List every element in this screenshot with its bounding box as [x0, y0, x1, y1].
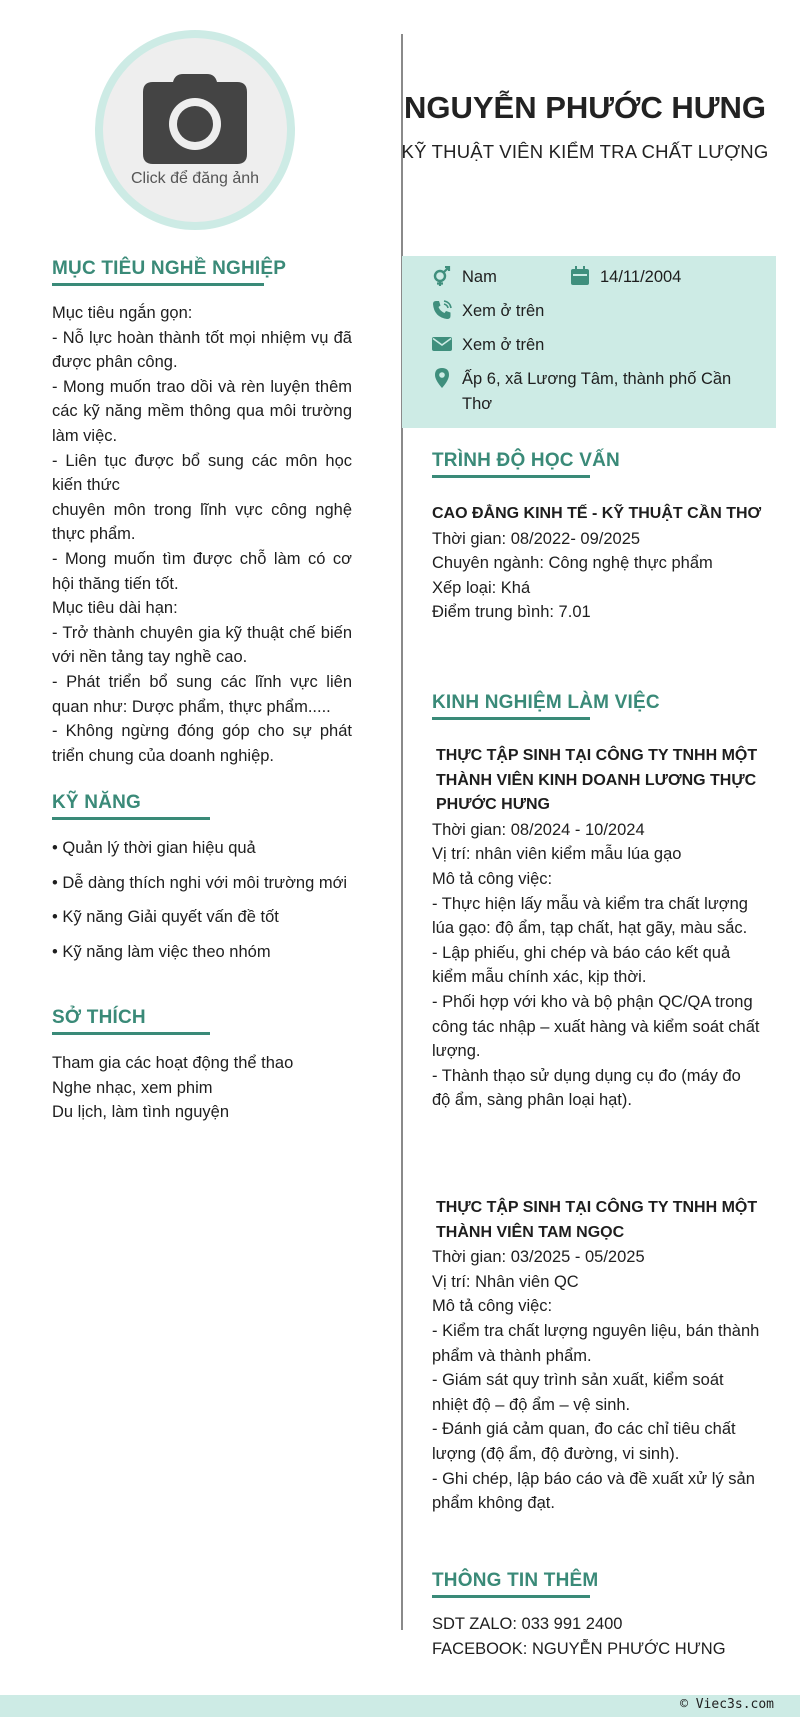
experience-section	[432, 692, 762, 1113]
birthday-value: 14/11/2004	[600, 268, 682, 286]
skill-item: • Kỹ năng làm việc theo nhóm	[52, 942, 271, 961]
hobby-line: Du lịch, làm tình nguyện	[52, 1103, 230, 1122]
job-desc-line: - Kiểm tra chất lượng nguyên liệu, bán thành phẩm và thành phẩm.	[432, 1321, 760, 1365]
avatar-upload[interactable]	[95, 30, 295, 230]
skill-item: • Dễ dàng thích nghi với môi trường mới	[52, 873, 348, 892]
job-position: Vị trí: Nhân viên QC	[432, 1272, 579, 1291]
job-desc-line: - Giám sát quy trình sản xuất, kiểm soát nhiệt độ – độ ẩm – vệ sinh.	[432, 1371, 724, 1414]
email-value: Xem ở trên	[462, 336, 545, 354]
hobby-line: Tham gia các hoạt động thể thao	[52, 1054, 294, 1072]
avatar-upload-label: Click để đăng ảnh	[130, 170, 260, 187]
hobbies-body	[52, 1051, 352, 1125]
objective-line: chuyên môn trong lĩnh vực công nghệ thực phẩm.	[52, 500, 352, 544]
job-desc-line: - Đánh giá cảm quan, đo các chỉ tiêu chất lượng (độ ẩm, độ đường, vi sinh).	[432, 1420, 736, 1463]
objective-line: - Liên tục được bổ sung các môn học kiến thức	[52, 451, 352, 495]
job-entry-2	[432, 1196, 762, 1516]
objective-line: Mục tiêu dài hạn:	[52, 599, 178, 618]
objective-title: MỤC TIÊU NGHỀ NGHIỆP	[52, 258, 264, 286]
job-desc-line: Mô tả công việc:	[432, 1297, 553, 1316]
objective-section	[52, 258, 352, 768]
objective-line: - Mong muốn trao dồi và rèn luyện thêm các kỹ năng mềm thông qua môi trường làm việc.	[52, 377, 352, 445]
education-major: Chuyên ngành: Công nghệ thực phẩm	[432, 554, 713, 573]
footer-credit: © Viec3s.com	[680, 1697, 774, 1712]
job-title: KỸ THUẬT VIÊN KIỂM TRA CHẤT LƯỢNG	[401, 141, 769, 162]
objective-line: - Phát triển bổ sung các lĩnh vực liên quan như: Dược phẩm, thực phẩm.....	[52, 672, 352, 716]
facebook-link: FACEBOOK: NGUYỄN PHƯỚC HƯNG	[432, 1639, 726, 1658]
objective-line: Mục tiêu ngắn gọn:	[52, 304, 193, 322]
phone-value: Xem ở trên	[462, 302, 545, 320]
education-section	[432, 450, 762, 625]
job-desc-line: - Lập phiếu, ghi chép và báo cáo kết quả kiểm mẫu chính xác, kịp thời.	[432, 943, 731, 987]
objective-line: - Nỗ lực hoàn thành tốt mọi nhiệm vụ đã được phân công.	[52, 328, 352, 372]
skills-list	[52, 836, 352, 964]
school-name: CAO ĐẲNG KINH TẾ - KỸ THUẬT CẦN THƠ	[432, 505, 762, 522]
phone-icon	[432, 300, 452, 320]
job-time: Thời gian: 08/2024 - 10/2024	[432, 820, 645, 839]
education-title: TRÌNH ĐỘ HỌC VẤN	[432, 450, 590, 478]
education-body	[432, 502, 762, 625]
education-gpa: Điểm trung bình: 7.01	[432, 603, 591, 622]
skill-item: • Kỹ năng Giải quyết vấn đề tốt	[52, 908, 279, 927]
job-entry	[432, 1196, 762, 1516]
hobby-line: Nghe nhạc, xem phim	[52, 1078, 213, 1097]
objective-line: - Không ngừng đóng góp cho sự phát triển chung của doanh nghiệp.	[52, 722, 352, 765]
extra-info-title: THÔNG TIN THÊM	[432, 1570, 590, 1598]
job-desc-line: - Thực hiện lấy mẫu và kiểm tra chất lượng lúa gạo: độ ẩm, tạp chất, hạt gãy, màu sắc.	[432, 894, 748, 938]
job-time: Thời gian: 03/2025 - 05/2025	[432, 1248, 645, 1267]
job-heading: THỰC TẬP SINH TẠI CÔNG TY TNHH MỘT THÀNH VIÊN TAM NGỌC	[436, 1199, 758, 1241]
hobbies-title: SỞ THÍCH	[52, 1007, 210, 1035]
education-rank: Xếp loại: Khá	[432, 578, 531, 597]
gender-value: Nam	[462, 268, 497, 286]
objective-line: - Trở thành chuyên gia kỹ thuật chế biến với nền tảng tay nghề cao.	[52, 623, 352, 667]
experience-title: KINH NGHIỆM LÀM VIỆC	[432, 692, 590, 720]
calendar-icon	[570, 266, 590, 286]
extra-info-body	[432, 1612, 762, 1661]
gender-icon	[432, 266, 452, 286]
address-value: Ấp 6, xã Lương Tâm, thành phố Cần Thơ	[462, 370, 732, 413]
job-entry	[432, 744, 762, 1113]
education-time: Thời gian: 08/2022- 09/2025	[432, 529, 641, 548]
email-icon	[432, 334, 452, 354]
job-desc-line: - Phối hợp với kho và bộ phận QC/QA trong công tác nhập – xuất hàng và kiểm soát chất lượng.	[432, 992, 760, 1061]
zalo-phone: SDT ZALO: 033 991 2400	[432, 1615, 623, 1633]
job-desc-line: - Thành thạo sử dụng dụng cụ đo (máy đo độ ẩm, sàng phân loại hạt).	[432, 1066, 741, 1110]
job-desc-line: - Ghi chép, lập báo cáo và đề xuất xử lý sản phẩm không đạt.	[432, 1469, 755, 1513]
skill-item: • Quản lý thời gian hiệu quả	[52, 839, 256, 857]
full-name: NGUYỄN PHƯỚC HƯNG	[403, 90, 767, 125]
avatar-placeholder	[103, 38, 287, 222]
job-position: Vị trí: nhân viên kiểm mẫu lúa gạo	[432, 845, 682, 864]
job-desc-line: Mô tả công việc:	[432, 869, 553, 888]
extra-info-section	[432, 1570, 762, 1661]
contact-info-box	[402, 256, 776, 428]
objective-body	[52, 301, 352, 768]
skills-title: KỸ NĂNG	[52, 792, 210, 820]
job-heading: THỰC TẬP SINH TẠI CÔNG TY TNHH MỘT THÀNH VIÊN KINH DOANH LƯƠNG THỰC PHƯỚC HƯNG	[436, 747, 758, 814]
location-pin-icon	[432, 368, 452, 388]
skills-section	[52, 792, 352, 974]
footer-bar	[0, 1695, 800, 1717]
hobbies-section	[52, 1007, 352, 1125]
objective-line: - Mong muốn tìm được chỗ làm có cơ hội thăng tiến tốt.	[52, 549, 352, 593]
camera-icon	[141, 72, 249, 166]
